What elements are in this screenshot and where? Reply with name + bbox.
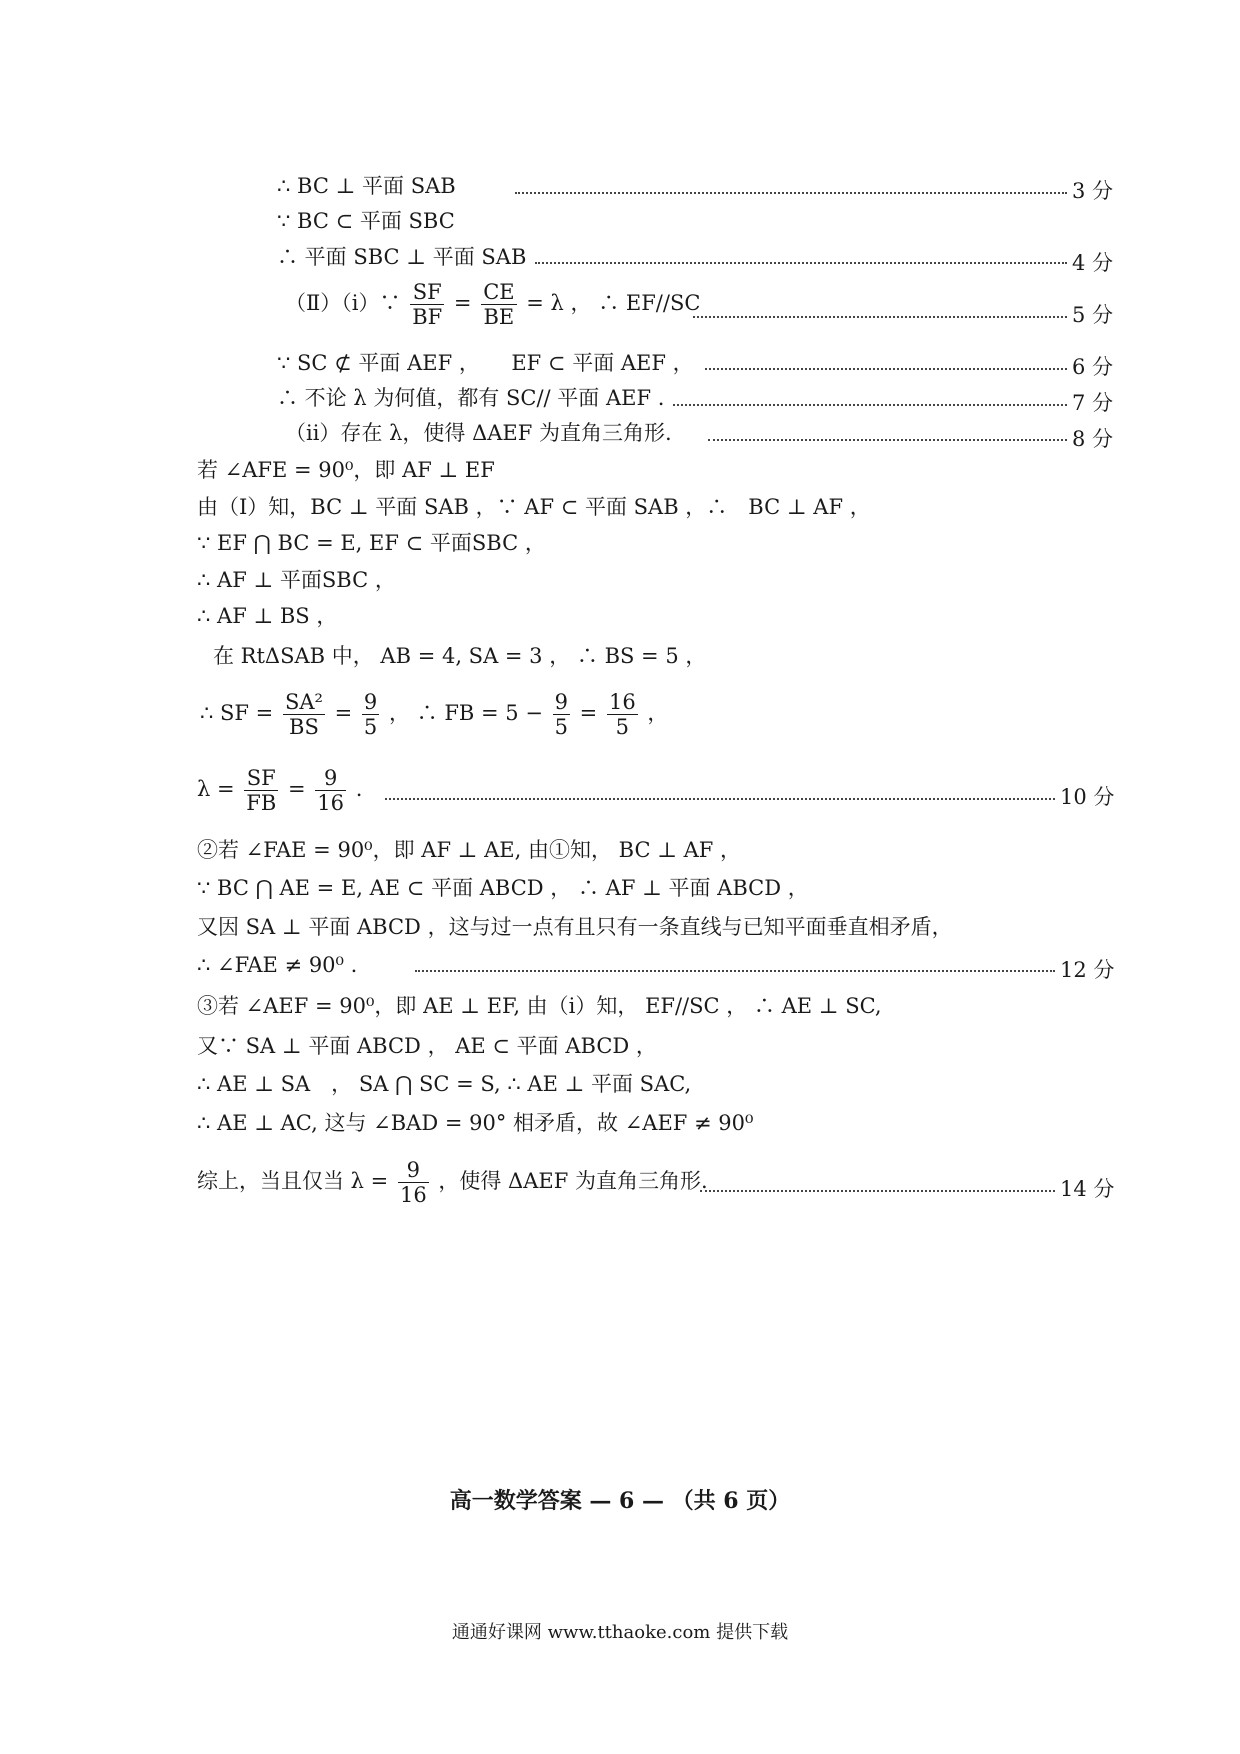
fraction-numerator: 16 bbox=[608, 690, 636, 714]
fraction bbox=[244, 766, 278, 815]
solution-line bbox=[197, 1158, 708, 1207]
solution-line: ③若 ∠AEF = 90⁰，即 AE ⊥ EF, 由（ⅰ）知， EF//SC ， ∴ AE ⊥ SC, bbox=[197, 994, 882, 1018]
solution-line: ∵ EF ⋂ BC = E, EF ⊂ 平面SBC ， bbox=[197, 531, 546, 555]
equals-sign: = bbox=[453, 291, 472, 316]
fraction bbox=[553, 690, 570, 739]
fraction bbox=[481, 280, 516, 329]
line-text: . bbox=[355, 777, 363, 802]
equals-sign: = bbox=[287, 777, 306, 802]
line-text: ， bbox=[647, 701, 669, 726]
dot-leader bbox=[708, 439, 1067, 441]
fraction-denominator: 16 bbox=[399, 1183, 427, 1208]
solution-line: ∴ BC ⊥ 平面 SAB bbox=[277, 174, 456, 198]
solution-line: ∴ 不论 λ 为何值，都有 SC// 平面 AEF . bbox=[277, 386, 665, 410]
solution-line: ②若 ∠FAE = 90⁰，即 AF ⊥ AE, 由①知， BC ⊥ AF ， bbox=[197, 838, 742, 862]
solution-line: 在 RtΔSAB 中， AB = 4, SA = 3 ， ∴ BS = 5 ， bbox=[213, 644, 707, 668]
fraction bbox=[283, 690, 325, 739]
line-text: = λ ， ∴ EF//SC bbox=[526, 291, 701, 316]
solution-line: ∴ AF ⊥ BS ， bbox=[197, 604, 338, 628]
solution-line: ∴ AE ⊥ AC, 这与 ∠BAD = 90° 相矛盾，故 ∠AEF ≠ 90⁰ bbox=[197, 1111, 754, 1135]
equals-sign: = bbox=[334, 701, 353, 726]
fraction-numerator: 9 bbox=[398, 1158, 429, 1183]
solution-line: 又∵ SA ⊥ 平面 ABCD ， AE ⊂ 平面 ABCD ， bbox=[197, 1034, 657, 1058]
fraction-denominator: 5 bbox=[363, 715, 378, 740]
solution-line: 又因 SA ⊥ 平面 ABCD ，这与过一点有且只有一条直线与已知平面垂直相矛盾， bbox=[197, 915, 953, 939]
solution-line: ∴ ∠FAE ≠ 90⁰ . bbox=[197, 953, 358, 977]
fraction-numerator: SF bbox=[244, 766, 278, 791]
fraction-denominator: 16 bbox=[317, 791, 345, 816]
solution-line: ∵ SC ⊄ 平面 AEF ， EF ⊂ 平面 AEF ， bbox=[277, 351, 694, 375]
fraction-denominator: BS bbox=[289, 715, 319, 740]
dot-leader bbox=[673, 404, 1067, 406]
fraction-denominator: 5 bbox=[615, 715, 630, 740]
score-label: 14 分 bbox=[1060, 1177, 1115, 1201]
line-text: λ = bbox=[197, 777, 235, 802]
dot-leader bbox=[535, 262, 1067, 264]
fraction bbox=[398, 1158, 429, 1207]
solution-line: （ⅱ）存在 λ，使得 ΔAEF 为直角三角形. bbox=[285, 421, 672, 445]
fraction-denominator: 5 bbox=[554, 715, 568, 740]
dot-leader bbox=[693, 316, 1067, 318]
fraction-numerator: SA² bbox=[284, 690, 323, 714]
solution-line: 由（Ⅰ）知，BC ⊥ 平面 SAB ，∵ AF ⊂ 平面 SAB ，∴ BC ⊥ AF ， bbox=[197, 495, 871, 519]
line-text: （Ⅱ）（ⅰ）∵ bbox=[285, 291, 401, 316]
fraction-numerator: CE bbox=[483, 280, 515, 304]
fraction-denominator: BE bbox=[483, 305, 515, 330]
dot-leader bbox=[415, 970, 1055, 972]
line-text: ∴ SF = bbox=[200, 701, 274, 726]
score-label: 3 分 bbox=[1072, 179, 1114, 203]
fraction bbox=[362, 690, 379, 739]
dot-leader bbox=[515, 192, 1067, 194]
source-credit: 通通好课网 www.tthaoke.com 提供下载 bbox=[451, 1622, 789, 1643]
fraction-numerator: 9 bbox=[554, 690, 568, 714]
score-label: 6 分 bbox=[1072, 355, 1114, 379]
score-label: 10 分 bbox=[1060, 785, 1115, 809]
fraction bbox=[410, 280, 444, 329]
fraction-numerator: SF bbox=[410, 280, 444, 305]
fraction-denominator: BF bbox=[412, 305, 443, 330]
equals-sign: = bbox=[579, 701, 598, 726]
score-label: 4 分 bbox=[1072, 251, 1114, 275]
score-label: 5 分 bbox=[1072, 303, 1114, 327]
fraction bbox=[607, 690, 638, 739]
solution-line: ∵ BC ⋂ AE = E, AE ⊂ 平面 ABCD ， ∴ AF ⊥ 平面 ABCD ， bbox=[197, 876, 809, 900]
dot-leader bbox=[700, 1190, 1055, 1192]
solution-line: ∴ AE ⊥ SA ， SA ⋂ SC = S, ∴ AE ⊥ 平面 SAC, bbox=[197, 1072, 692, 1096]
line-text: ，使得 ΔAEF 为直角三角形. bbox=[438, 1169, 708, 1194]
score-label: 7 分 bbox=[1072, 391, 1114, 415]
fraction-numerator: 9 bbox=[363, 690, 378, 714]
fraction bbox=[315, 766, 346, 815]
solution-line bbox=[200, 690, 668, 739]
solution-line: 若 ∠AFE = 90⁰，即 AF ⊥ EF bbox=[197, 458, 495, 482]
solution-line: ∴ AF ⊥ 平面SBC ， bbox=[197, 568, 396, 592]
fraction-numerator: 9 bbox=[315, 766, 346, 791]
solution-line bbox=[197, 766, 362, 815]
line-text: ， ∴ FB = 5 − bbox=[388, 701, 543, 726]
dot-leader bbox=[705, 368, 1067, 370]
dot-leader bbox=[385, 798, 1055, 800]
line-text: 综上，当且仅当 λ = bbox=[197, 1169, 389, 1194]
solution-line bbox=[285, 280, 700, 329]
score-label: 12 分 bbox=[1060, 958, 1115, 982]
page-footer-title: 高一数学答案 — 6 — （共 6 页） bbox=[449, 1488, 791, 1514]
solution-line: ∵ BC ⊂ 平面 SBC bbox=[277, 209, 455, 233]
score-label: 8 分 bbox=[1072, 427, 1114, 451]
fraction-denominator: FB bbox=[246, 791, 277, 816]
solution-line: ∴ 平面 SBC ⊥ 平面 SAB bbox=[277, 245, 527, 269]
